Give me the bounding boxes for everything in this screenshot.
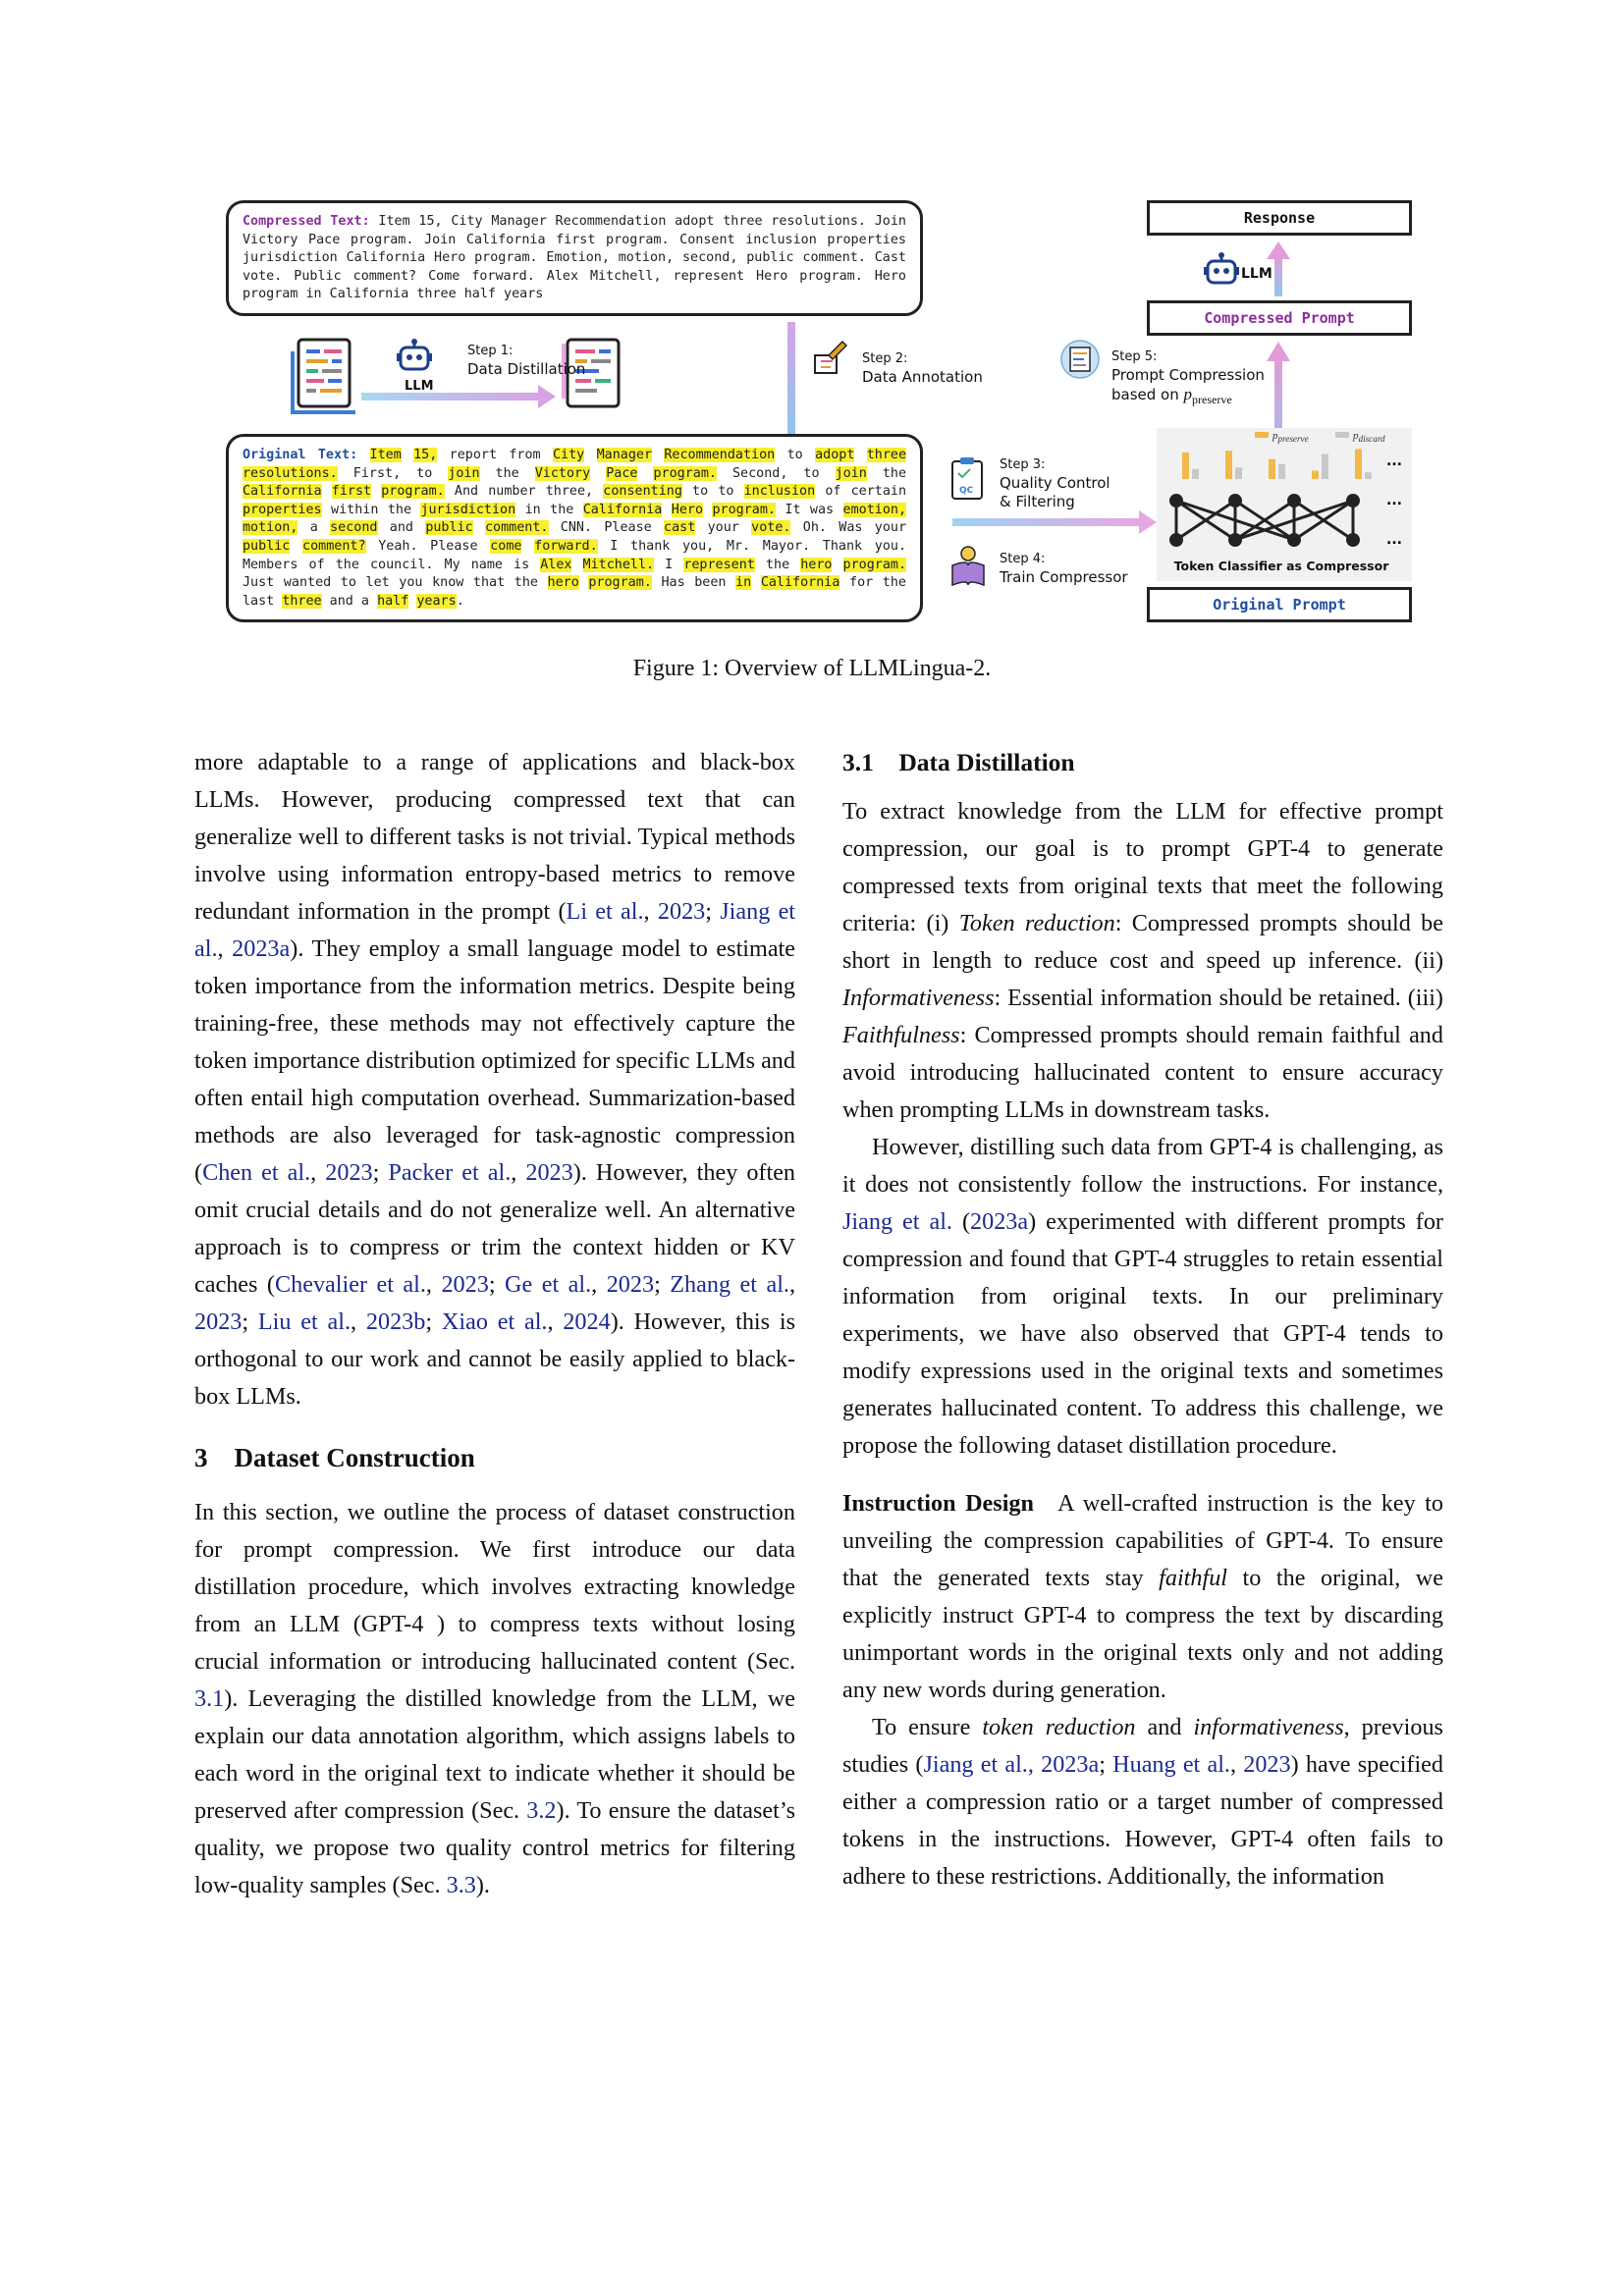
text-run bbox=[322, 484, 332, 499]
emphasis-text: Token reduction bbox=[958, 910, 1115, 936]
citation-link[interactable]: Xiao et al. bbox=[441, 1308, 548, 1335]
highlighted-token: jurisdiction bbox=[420, 502, 516, 517]
step1-text: Data Distillation bbox=[467, 360, 586, 378]
text-run: within the bbox=[321, 502, 421, 517]
highlighted-token: properties bbox=[243, 502, 322, 517]
highlighted-token: three bbox=[866, 448, 907, 462]
text-run: CNN. Please bbox=[548, 520, 665, 536]
text-run: ( bbox=[951, 1208, 970, 1235]
text-run: report from bbox=[437, 448, 553, 462]
highlighted-token: program. bbox=[842, 557, 907, 572]
step1-label bbox=[467, 342, 585, 379]
step5-text-2 bbox=[1111, 385, 1265, 409]
text-run bbox=[662, 503, 671, 517]
compressed-text bbox=[243, 213, 906, 304]
highlighted-token: Manager bbox=[596, 448, 653, 462]
discard-bar bbox=[1365, 472, 1372, 479]
text-run: Oh. Was your bbox=[790, 520, 907, 536]
text-run: , bbox=[351, 1308, 366, 1335]
text-run: ; bbox=[1099, 1751, 1113, 1778]
highlighted-token: join bbox=[448, 465, 480, 481]
left-paragraph-2 bbox=[194, 1494, 795, 1904]
ellipsis-3: ... bbox=[1386, 532, 1402, 548]
highlighted-token: emotion, bbox=[842, 502, 907, 517]
text-run bbox=[832, 558, 842, 572]
text-run: and bbox=[377, 520, 426, 536]
text-run bbox=[579, 575, 589, 590]
citation-link[interactable]: 2023 bbox=[325, 1159, 373, 1186]
highlighted-token: program. bbox=[712, 502, 776, 517]
citation-link[interactable]: 3.2 bbox=[526, 1797, 557, 1824]
text-run: ). However, they often omit crucial details and do not generalize well. An alternative approach is to compress or trim the context hidden or KV caches ( bbox=[194, 1159, 796, 1298]
text-run: Just wanted to let you know that the bbox=[243, 575, 548, 591]
highlighted-token: resolutions. bbox=[243, 465, 338, 481]
highlighted-token: public bbox=[243, 538, 291, 554]
text-run: A well-crafted instruction is the key to unveiling the compression capabilities of GPT-4. To ensure that the generated texts stay bbox=[842, 1490, 1443, 1591]
text-run: ; bbox=[372, 1159, 389, 1186]
emphasis-text: Faithfulness bbox=[842, 1022, 960, 1048]
text-run: the bbox=[866, 465, 907, 481]
text-run bbox=[637, 466, 653, 481]
highlighted-token: Victory bbox=[534, 465, 591, 481]
arrow-step1 bbox=[361, 385, 556, 408]
highlighted-token: Pace bbox=[606, 465, 638, 481]
legend-discard bbox=[1353, 430, 1385, 444]
svg-text:QC: QC bbox=[959, 486, 974, 496]
text-run: , bbox=[591, 1271, 607, 1298]
text-run bbox=[584, 448, 596, 462]
right-paragraph-3 bbox=[842, 1485, 1443, 1709]
highlighted-token: represent bbox=[683, 557, 755, 572]
text-run bbox=[652, 448, 664, 462]
text-run: Second, to bbox=[716, 465, 836, 481]
text-run bbox=[473, 520, 485, 535]
text-run: First, to bbox=[337, 465, 449, 481]
discard-bar bbox=[1278, 464, 1285, 479]
figure-caption: Figure 1: Overview of LLMLingua-2. bbox=[632, 656, 992, 681]
step3-number: Step 3: bbox=[1000, 457, 1046, 472]
citation-link[interactable]: 2023 bbox=[194, 1308, 243, 1335]
text-run: . bbox=[456, 593, 464, 609]
text-run: for the last bbox=[243, 575, 906, 609]
text-run: ; bbox=[242, 1308, 258, 1335]
preserve-bar bbox=[1225, 451, 1232, 479]
highlighted-token: half bbox=[377, 593, 409, 609]
text-run: to bbox=[775, 448, 816, 462]
citation-link[interactable]: 2023 bbox=[606, 1271, 655, 1298]
highlighted-token: vote. bbox=[751, 520, 791, 536]
llm-label-2: LLM bbox=[1241, 266, 1272, 282]
text-run: and a bbox=[321, 593, 378, 609]
text-run: To ensure bbox=[872, 1714, 983, 1740]
text-run bbox=[290, 539, 302, 554]
highlighted-token: California bbox=[582, 502, 663, 517]
highlighted-token: public bbox=[425, 520, 473, 536]
train-book-icon bbox=[952, 547, 984, 585]
text-run: Has been bbox=[651, 575, 736, 591]
text-run: ). They employ a small language model to estimate token importance from the information metrics. Despite being training-free, these methods may not effectively capture the token importance distribution optimized for specific LLMs and often entail high computation overhead. Summarization-based methods are also leveraged for task-agnostic compression ( bbox=[194, 935, 796, 1186]
text-run: your bbox=[695, 520, 752, 536]
text-run: ; bbox=[425, 1308, 442, 1335]
text-run: : Essential information should be retained. (iii) bbox=[994, 985, 1443, 1011]
step2-number: Step 2: bbox=[862, 351, 908, 366]
highlighted-token: California bbox=[760, 575, 840, 591]
text-run: , previous studies ( bbox=[842, 1714, 1443, 1778]
preserve-bar bbox=[1312, 471, 1319, 480]
citation-link[interactable]: Ge et al. bbox=[505, 1271, 592, 1298]
citation-link[interactable]: Liu et al. bbox=[257, 1308, 352, 1335]
text-run: : Compressed prompts should remain faithful and avoid introducing hallucinated content to ensure accuracy when prompting LLMs in downstream tasks. bbox=[842, 1022, 1443, 1123]
text-run: And number three, bbox=[444, 484, 604, 500]
step5-text-1: Prompt Compression bbox=[1111, 366, 1265, 384]
discard-bar bbox=[1192, 469, 1199, 479]
highlighted-token: comment. bbox=[485, 520, 549, 536]
original-text-box bbox=[226, 434, 923, 622]
text-run: , bbox=[788, 1271, 796, 1298]
highlighted-token: Hero bbox=[671, 502, 704, 517]
original-text-label: Original Text: bbox=[243, 448, 358, 462]
highlighted-token: comment? bbox=[302, 538, 366, 554]
compressed-text-label: Compressed Text: bbox=[243, 214, 370, 229]
citation-link[interactable]: Zhang et al. bbox=[670, 1271, 789, 1298]
citation-link[interactable]: Huang et al. bbox=[1112, 1751, 1230, 1778]
llm-robot-icon-1 bbox=[397, 339, 432, 369]
highlighted-token: first bbox=[331, 484, 372, 500]
citation-link[interactable]: 2023 bbox=[657, 898, 706, 925]
text-run: to the original, we explicitly instruct GPT-4 to compress the text by discarding unimportant words in the original texts only and not adding any new words during generation. bbox=[842, 1565, 1443, 1703]
subsection-heading: 3.1 Data Distillation bbox=[842, 748, 1075, 776]
text-run: ) have specified either a compression ratio or a target number of compressed tokens in the instructions. However, GPT-4 often fails to adhere to these restrictions. Additionally, the information bbox=[842, 1751, 1444, 1890]
highlighted-token: program. bbox=[588, 575, 652, 591]
citation-link[interactable]: 2024 bbox=[563, 1308, 611, 1335]
text-run: to to bbox=[681, 484, 744, 500]
document-icon bbox=[293, 340, 355, 412]
legend-preserve-sub: preserve bbox=[1277, 434, 1309, 445]
text-run: , bbox=[511, 1159, 526, 1186]
citation-link[interactable]: 2023a bbox=[232, 935, 291, 962]
citation-link[interactable]: Chevalier et al. bbox=[274, 1271, 426, 1298]
right-column bbox=[842, 744, 1443, 1896]
right-paragraph-4 bbox=[842, 1709, 1443, 1896]
text-run: Yeah. Please bbox=[365, 538, 491, 554]
text-run: However, distilling such data from GPT-4 is challenging, as it does not consistently follow the instructions. For instance, bbox=[842, 1134, 1443, 1198]
text-run: In this section, we outline the process of dataset construction for prompt compression. We first introduce our data distillation procedure, which involves extracting knowledge from an LLM (GPT-4 ) to compress texts without losing crucial information or introducing hallucinated content (Sec. bbox=[194, 1499, 795, 1675]
legend-discard-sub: discard bbox=[1358, 434, 1385, 445]
text-run: , bbox=[1229, 1751, 1244, 1778]
text-run: ). bbox=[475, 1872, 490, 1898]
highlighted-token: Mitchell. bbox=[582, 557, 655, 572]
highlighted-token: second bbox=[330, 520, 378, 536]
highlighted-token: inclusion bbox=[743, 484, 816, 500]
legend-preserve-var: p bbox=[1272, 430, 1278, 442]
text-run: ; bbox=[654, 1271, 671, 1298]
citation-link[interactable]: 3.1 bbox=[194, 1685, 225, 1712]
highlighted-token: 15, bbox=[413, 448, 438, 462]
text-run: ). Leveraging the distilled knowledge from the LLM, we explain our data annotation algorithm, which assigns labels to each word in the original text to indicate whether it should be preserved after compression (Sec. bbox=[194, 1685, 795, 1824]
original-text bbox=[243, 447, 906, 611]
text-run bbox=[590, 466, 606, 481]
text-run: , bbox=[547, 1308, 564, 1335]
text-run: : Compressed prompts should be short in length to reduce cost and speed up inference. (ii) bbox=[842, 910, 1443, 974]
step5-label bbox=[1111, 347, 1265, 409]
highlighted-token: three bbox=[282, 593, 322, 609]
emphasis-text: token reduction bbox=[982, 1714, 1136, 1740]
text-run: a bbox=[298, 520, 331, 536]
highlighted-token: program. bbox=[381, 484, 445, 500]
step4-text: Train Compressor bbox=[1000, 568, 1128, 586]
highlighted-token: forward. bbox=[534, 538, 598, 554]
step4-number: Step 4: bbox=[1000, 552, 1046, 566]
text-run: , bbox=[217, 935, 233, 962]
preserve-bar bbox=[1269, 459, 1275, 479]
compressed-text-body: Item 15, City Manager Recommendation adopt three resolutions. Join Victory Pace program. Join California first program. Consent inclusion properties jurisdiction California Hero program. Emotion, motion, second, public comment. Cast vote. Public comment? Come forward. Alex Mitchell, represent Hero program. Hero program in California three half years bbox=[243, 214, 906, 302]
citation-link[interactable]: 2023 bbox=[441, 1271, 489, 1298]
citation-link[interactable]: Chen et al. bbox=[202, 1159, 311, 1186]
citation-link[interactable]: Li et al. bbox=[566, 898, 644, 925]
text-run: and bbox=[1135, 1714, 1194, 1740]
citation-link[interactable]: 2023 bbox=[525, 1159, 573, 1186]
text-run: It was bbox=[775, 502, 843, 517]
text-run bbox=[371, 484, 381, 499]
citation-link[interactable]: Jiang et al., 2023a bbox=[923, 1751, 1100, 1778]
text-run: more adaptable to a range of applications and black-box LLMs. However, producing compressed text that can generalize well to different tasks is not trivial. Typical methods involve using information entropy-based metrics to remove redundant information in the prompt ( bbox=[194, 749, 795, 925]
text-run: , bbox=[643, 898, 658, 925]
text-run: the bbox=[754, 557, 801, 572]
pencil-icon bbox=[815, 342, 846, 373]
step3-text-2: & Filtering bbox=[1000, 493, 1075, 510]
citation-link[interactable]: 2023 bbox=[1243, 1751, 1291, 1778]
text-run bbox=[571, 558, 582, 572]
citation-link[interactable]: 3.3 bbox=[446, 1872, 476, 1898]
emphasis-text: faithful bbox=[1159, 1565, 1228, 1591]
legend-preserve bbox=[1272, 430, 1309, 444]
highlighted-token: motion, bbox=[243, 520, 298, 536]
step5-var: p bbox=[1183, 385, 1192, 403]
citation-link[interactable]: Packer et al. bbox=[388, 1159, 512, 1186]
step3-label bbox=[1000, 455, 1110, 511]
step5-var-sub: preserve bbox=[1192, 393, 1232, 406]
text-run bbox=[357, 448, 369, 462]
arrow-step3 bbox=[952, 510, 1157, 534]
text-run: To extract knowledge from the LLM for effective prompt compression, our goal is to prompt GPT-4 to generate compressed texts from original texts that meet the following criteria: (i) bbox=[842, 798, 1443, 936]
prompt-compression-icon bbox=[1061, 341, 1099, 378]
highlighted-token: hero bbox=[547, 575, 579, 591]
text-run bbox=[751, 575, 761, 590]
citation-link[interactable]: Jiang et al. bbox=[842, 1208, 952, 1235]
legend-discard-var: p bbox=[1353, 430, 1359, 442]
preserve-bar bbox=[1355, 449, 1362, 479]
original-text-body bbox=[243, 448, 906, 609]
llm-label-1: LLM bbox=[405, 379, 434, 394]
section-heading: 3 Dataset Construction bbox=[194, 1443, 475, 1472]
highlighted-token: Alex bbox=[540, 557, 572, 572]
emphasis-text: Informativeness bbox=[842, 985, 995, 1011]
step3-text-1: Quality Control bbox=[1000, 474, 1110, 492]
text-run: ). To ensure the dataset’s quality, we propose two quality control metrics for filtering low-quality samples (Sec. bbox=[194, 1797, 795, 1898]
text-run: in the bbox=[515, 502, 583, 517]
ellipsis-1: ... bbox=[1386, 454, 1402, 469]
original-prompt-box: Original Prompt bbox=[1147, 587, 1412, 622]
citation-link[interactable]: Jiang et al. bbox=[194, 898, 796, 962]
step5-number: Step 5: bbox=[1111, 349, 1158, 364]
highlighted-token: join bbox=[835, 465, 867, 481]
highlighted-token: Recommendation bbox=[664, 448, 776, 462]
text-run bbox=[521, 539, 534, 554]
text-run: I bbox=[654, 557, 684, 572]
text-run bbox=[402, 448, 413, 462]
right-paragraph-2 bbox=[842, 1129, 1443, 1465]
text-run: ) experimented with different prompts for compression and found that GPT-4 struggles to retain essential information from original texts. In our preliminary experiments, we have also observed that GPT-4 tends to modify expressions used in the original texts and sometimes generates hallucinated content. To address this challenge, we propose the following dataset distillation procedure. bbox=[842, 1208, 1443, 1459]
step2-text: Data Annotation bbox=[862, 368, 983, 386]
highlighted-token: come bbox=[490, 538, 522, 554]
compressed-text-box bbox=[226, 200, 923, 316]
response-box: Response bbox=[1147, 200, 1412, 236]
highlighted-token: City bbox=[552, 448, 585, 462]
text-run: the bbox=[479, 465, 535, 481]
highlighted-token: California bbox=[243, 484, 322, 500]
classifier-label: Token Classifier as Compressor bbox=[1173, 559, 1389, 573]
highlighted-token: adopt bbox=[815, 448, 855, 462]
compressed-prompt-box: Compressed Prompt bbox=[1147, 300, 1412, 336]
citation-link[interactable]: 2023a bbox=[970, 1208, 1029, 1235]
text-run: of certain bbox=[815, 484, 907, 500]
text-run: ; bbox=[705, 898, 721, 925]
discard-bar bbox=[1235, 467, 1242, 479]
left-column bbox=[194, 744, 795, 1904]
text-run: ; bbox=[488, 1271, 506, 1298]
highlighted-token: years bbox=[416, 593, 457, 609]
text-run bbox=[854, 448, 866, 462]
step5-text-2-pre: based on bbox=[1111, 386, 1184, 403]
highlighted-token: consenting bbox=[603, 484, 682, 500]
emphasis-text: informativeness bbox=[1193, 1714, 1344, 1740]
step4-label bbox=[1000, 550, 1128, 587]
ellipsis-2: ... bbox=[1386, 493, 1402, 508]
text-run: , bbox=[425, 1271, 442, 1298]
discard-bar bbox=[1322, 454, 1328, 480]
paragraph-heading: Instruction Design bbox=[842, 1490, 1034, 1517]
right-paragraph-1 bbox=[842, 793, 1443, 1129]
step2-label bbox=[862, 349, 983, 387]
highlighted-token: hero bbox=[800, 557, 833, 572]
text-run: I thank you, Mr. Mayor. Thank you. Members of the council. My name is bbox=[243, 538, 907, 572]
highlighted-token: in bbox=[735, 575, 752, 591]
text-run: ). However, this is orthogonal to our work and cannot be easily applied to black-box LLMs. bbox=[194, 1308, 795, 1410]
citation-link[interactable]: 2023b bbox=[365, 1308, 426, 1335]
quality-control-icon bbox=[952, 457, 982, 499]
figure-overview bbox=[224, 194, 1412, 626]
left-paragraph-1 bbox=[194, 744, 795, 1415]
highlighted-token: program. bbox=[653, 465, 717, 481]
highlighted-token: Item bbox=[369, 448, 402, 462]
preserve-bar bbox=[1182, 453, 1189, 479]
llm-robot-icon-2 bbox=[1204, 252, 1239, 283]
text-run: , bbox=[310, 1159, 326, 1186]
highlighted-token: cast bbox=[664, 520, 696, 536]
step1-number: Step 1: bbox=[467, 344, 514, 358]
